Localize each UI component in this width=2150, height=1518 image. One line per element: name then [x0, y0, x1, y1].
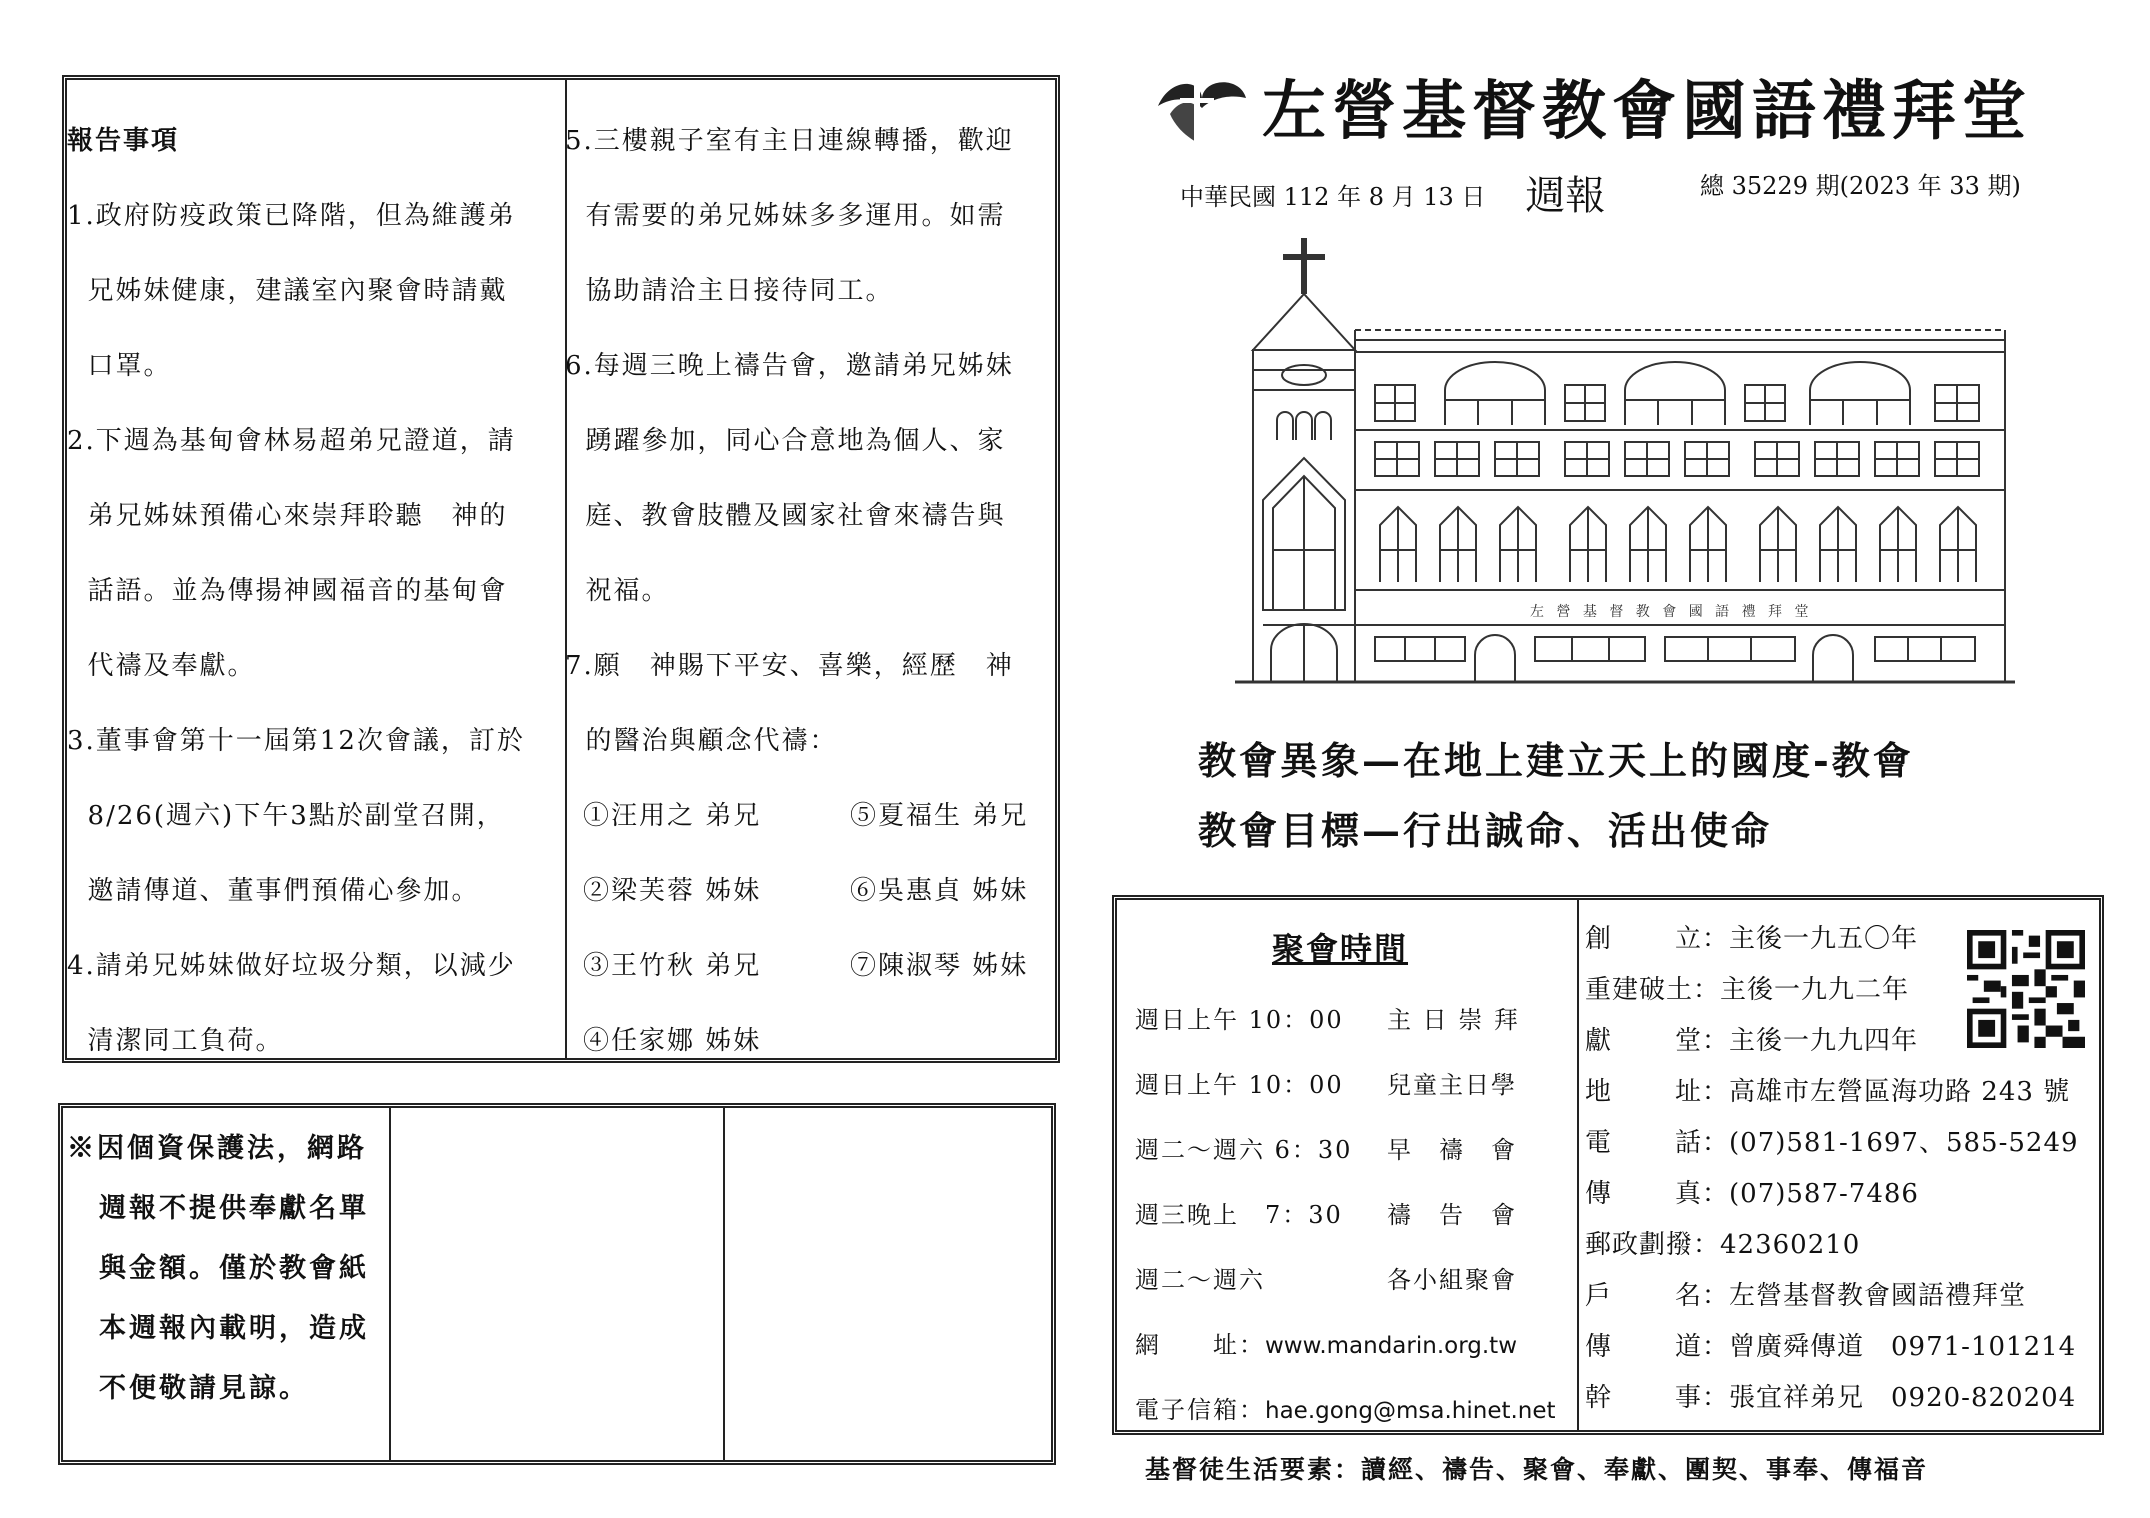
prayer-name: ⑤夏福生 弟兄 — [850, 801, 1029, 831]
announcement-line: 庭、教會肢體及國家社會來禱告與 — [565, 501, 1006, 531]
announcement-line: 5.三樓親子室有主日連線轉播，歡迎 — [565, 126, 1014, 156]
issue-number: 總 35229 期(2023 年 33 期) — [1700, 172, 2021, 200]
prayer-name: ③王竹秋 弟兄 — [583, 951, 762, 981]
announcements-heading: 報告事項 — [67, 126, 180, 156]
prayer-name: ④任家娜 姊妹 — [583, 1026, 762, 1056]
announcement-line: 祝福。 — [565, 576, 670, 606]
announcement-line: 7.願 神賜下平安、喜樂，經歷 神 — [565, 651, 1014, 681]
announcement-line: 弟兄姊妹預備心來崇拜聆聽 神的 — [67, 501, 508, 531]
notice-line: 本週報內載明，造成 — [99, 1313, 369, 1344]
info-row: 獻 堂：主後一九九四年 — [1585, 1026, 1919, 1056]
announcement-line: 清潔同工負荷。 — [67, 1026, 284, 1056]
announcement-line: 兄姊妹健康，建議室內聚會時請戴 — [67, 276, 508, 306]
privacy-notice — [63, 1108, 391, 1460]
announcement-line: 1.政府防疫政策已降階，但為維護弟 — [67, 201, 516, 231]
church-details — [1577, 900, 2099, 1430]
church-logo-icon — [1150, 68, 1250, 148]
church-building-illustration — [1235, 230, 2015, 690]
info-row: 傳 真：(07)587-7486 — [1585, 1179, 1919, 1209]
announcements-left-column — [67, 80, 567, 1058]
info-row: 傳 道：曾廣舜傳道 0971-101214 — [1585, 1332, 2077, 1362]
prayer-name: ①汪用之 弟兄 — [583, 801, 762, 831]
email-label: 電子信箱： — [1135, 1396, 1265, 1424]
prayer-name: ⑦陳淑琴 姊妹 — [850, 951, 1029, 981]
info-row: 郵政劃撥：42360210 — [1585, 1230, 1861, 1260]
website-label: 網 址： — [1135, 1331, 1265, 1359]
announcement-line: 3.董事會第十一屆第12次會議，訂於 — [67, 726, 525, 756]
church-vision: 教會異象—在地上建立天上的國度-教會 — [1198, 738, 1914, 783]
notice-line: ※因個資保護法，網路 — [67, 1133, 367, 1164]
announcements-right-column — [565, 80, 1055, 1058]
announcement-line: 踴躍參加，同心合意地為個人、家 — [565, 426, 1006, 456]
email-row — [1135, 1390, 1556, 1425]
info-row: 電 話：(07)581-1697、585-5249 — [1585, 1128, 2079, 1158]
privacy-notice-box — [58, 1103, 1056, 1465]
meeting-times — [1117, 900, 1579, 1430]
meeting-time: 週三晚上 7：30 — [1135, 1201, 1343, 1229]
meeting-time: 週二～週六 6：30 — [1135, 1136, 1353, 1164]
qr-code-icon[interactable] — [1967, 930, 2085, 1048]
notice-line: 與金額。僅於教會紙 — [99, 1253, 369, 1284]
website-row — [1135, 1325, 1517, 1360]
announcement-line: 協助請洽主日接待同工。 — [565, 276, 894, 306]
date-line — [1180, 160, 1645, 217]
church-info-box — [1112, 895, 2104, 1435]
meeting-name: 兒童主日學 — [1387, 1071, 1517, 1099]
announcement-line: 話語。並為傳揚神國福音的基甸會 — [67, 576, 508, 606]
announcement-line: 有需要的弟兄姊妹多多運用。如需 — [565, 201, 1006, 231]
announcement-line: 口罩。 — [67, 351, 172, 381]
announcement-line: 邀請傳道、董事們預備心參加。 — [67, 876, 480, 906]
meeting-time: 週日上午 10：00 — [1135, 1006, 1344, 1034]
meeting-name: 各小組聚會 — [1387, 1266, 1517, 1294]
christian-life-essentials: 基督徒生活要素：讀經、禱告、聚會、奉獻、團契、事奉、傳福音 — [1145, 1455, 1929, 1484]
weekly-label: 週報 — [1525, 173, 1606, 219]
meeting-time: 週二～週六 — [1135, 1266, 1265, 1294]
announcement-line: 代禱及奉獻。 — [67, 651, 256, 681]
prayer-name: ⑥吳惠貞 姊妹 — [850, 876, 1029, 906]
meeting-time: 週日上午 10：00 — [1135, 1071, 1344, 1099]
announcement-line: 6.每週三晚上禱告會，邀請弟兄姊妹 — [565, 351, 1014, 381]
info-row: 重建破土：主後一九九二年 — [1585, 975, 1910, 1005]
info-row: 戶 名：左營基督教會國語禮拜堂 — [1585, 1281, 2027, 1311]
church-goal: 教會目標—行出誠命、活出使命 — [1198, 808, 1773, 853]
announcement-line: 2.下週為基甸會林易超弟兄證道，請 — [67, 426, 516, 456]
notice-line: 不便敬請見諒。 — [99, 1373, 309, 1404]
meeting-times-heading: 聚會時間 — [1272, 930, 1409, 968]
announcement-line: 4.請弟兄姊妹做好垃圾分類，以減少 — [67, 951, 516, 981]
meeting-name: 主 日 崇 拜 — [1387, 1006, 1520, 1034]
prayer-name: ②梁芙蓉 姊妹 — [583, 876, 762, 906]
email-link[interactable]: hae.gong@msa.hinet.net — [1265, 1398, 1556, 1424]
announcement-line: 8/26(週六)下午3點於副堂召開， — [67, 801, 505, 831]
church-sign-text: 左 營 基 督 教 會 國 語 禮 拜 堂 — [1530, 604, 1813, 620]
meeting-name: 禱 告 會 — [1387, 1201, 1517, 1229]
blank-column — [389, 1108, 725, 1460]
website-link[interactable]: www.mandarin.org.tw — [1265, 1333, 1518, 1359]
announcements-box — [62, 75, 1060, 1063]
announcement-line: 的醫治與顧念代禱： — [565, 726, 838, 756]
bulletin-date: 中華民國 112 年 8 月 13 日 — [1180, 183, 1486, 211]
church-title: 左營基督教會國語禮拜堂 — [1262, 74, 2032, 149]
info-row: 幹 事：張宜祥弟兄 0920-820204 — [1585, 1383, 2077, 1413]
info-row: 地 址：高雄市左營區海功路 243 號 — [1585, 1077, 2071, 1107]
meeting-name: 早 禱 會 — [1387, 1136, 1517, 1164]
notice-line: 週報不提供奉獻名單 — [99, 1193, 369, 1224]
info-row: 創 立：主後一九五〇年 — [1585, 924, 1919, 954]
